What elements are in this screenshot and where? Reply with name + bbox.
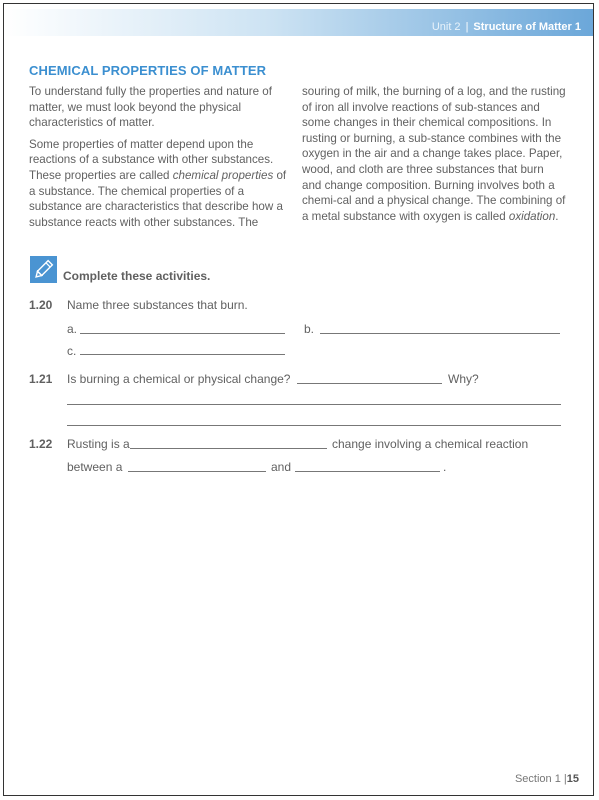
paragraph-1: To understand fully the properties and nature of matter, we must look beyond the physical characteristics of matter. [29,85,272,130]
question-number: 1.22 [29,437,53,451]
answer-label-a: a. [67,322,78,336]
answer-blank-reactant-1[interactable] [128,471,266,472]
why-label: Why? [448,372,479,386]
answer-line-2[interactable] [67,425,561,426]
header-band [4,9,593,36]
answer-blank-change-type[interactable] [130,448,327,449]
header-separator: | [465,21,469,33]
section-heading: CHEMICAL PROPERTIES OF MATTER [29,63,267,78]
pencil-icon [30,256,57,283]
answer-blank-c[interactable] [80,354,285,355]
question-text-start: Rusting is a [67,437,130,451]
paragraph-2-end: of a substance. The chemical properties of a substance are characteristics that describe how a substance reacts with other substances. The [29,168,287,229]
question-text: Is burning a chemical or physical change? [67,372,291,386]
answer-blank-reactant-2[interactable] [295,471,440,472]
chemical-properties-term: chemical properties [172,168,274,182]
paragraph-3-end: . [555,209,559,223]
right-column [302,84,566,224]
page-footer [515,773,579,785]
paragraph-3-text: souring of milk, the burning of a log, and the rusting of iron all involve reactions of sub-stances and some changes in their chemical compositions. In rusting or burning, a sub-stance combines with the oxygen in the air and a change takes place. Paper, wood, and cloth are three substances that burn and change composition. Burning involves both a chemi-cal and a physical change. The combining of a metal substance with oxygen is called [302,85,566,223]
paragraph-3 [302,84,566,224]
question-text-between: between a [67,460,123,474]
answer-blank-change[interactable] [297,383,442,384]
footer-section: Section 1 [514,773,561,785]
question-number: 1.20 [29,298,53,312]
oxidation-term: oxidation [508,209,556,223]
footer-separator: | [563,773,567,785]
running-header [432,21,581,33]
question-text-and: and [271,460,292,474]
left-column [29,84,291,236]
answer-label-b: b. [304,322,315,336]
unit-label: Unit 2 [431,21,461,33]
workbook-page [3,3,594,796]
activities-heading: Complete these activities. [63,269,211,283]
page-number: 15 [566,773,579,785]
answer-line-1[interactable] [67,404,561,405]
question-text: Name three substances that burn. [67,298,248,312]
answer-blank-a[interactable] [80,333,285,334]
answer-label-c: c. [67,344,77,358]
paragraph-2-start: Some properties of matter depend upon the reactions of a substance with other substances. These properties are called [29,137,274,182]
paragraph-2 [29,137,291,231]
question-text-period: . [443,460,447,474]
unit-title: Structure of Matter 1 [473,21,581,33]
answer-blank-b[interactable] [320,333,560,334]
question-text-middle: change involving a chemical reaction [332,437,529,451]
question-number: 1.21 [29,372,53,386]
